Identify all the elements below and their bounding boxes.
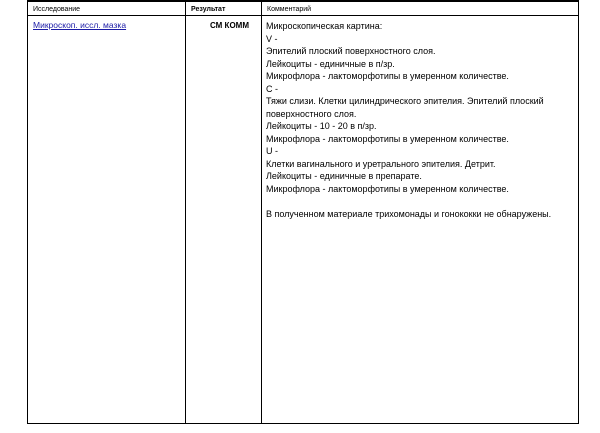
- comment-line: В полученном материале трихомонады и гонококки не обнаружены.: [266, 208, 552, 219]
- comment-line: U -: [266, 146, 278, 156]
- header-comment: Комментарий: [267, 6, 312, 13]
- header-result: Результат: [191, 6, 226, 13]
- column-divider-2: [261, 2, 262, 423]
- comment-line: Микроскопическая картина:: [266, 21, 383, 31]
- comment-line: V -: [266, 33, 278, 44]
- comment-text: [266, 20, 574, 220]
- comment-line: Микрофлора - лактоморфотипы в умеренном количестве.: [266, 183, 509, 194]
- test-name-link[interactable]: Микроскоп. иссл. мазка: [33, 20, 127, 30]
- results-table: [27, 0, 579, 424]
- comment-gap: [266, 195, 574, 208]
- comment-line: Тяжи слизи. Клетки цилиндрического эпителия. Эпителий плоский поверхностного слоя.: [266, 96, 547, 119]
- comment-line: C -: [266, 83, 278, 94]
- comment-line: Лейкоциты - единичные в п/зр.: [266, 58, 395, 69]
- comment-line: Лейкоциты - 10 - 20 в п/зр.: [266, 121, 377, 131]
- table-header-row: [28, 2, 578, 16]
- comment-line: Эпителий плоский поверхностного слоя.: [266, 46, 436, 56]
- result-value: СМ КОММ: [210, 21, 249, 30]
- comment-line: Микрофлора - лактоморфотипы в умеренном количестве.: [266, 133, 509, 144]
- comment-line: Клетки вагинального и уретрального эпителия. Детрит.: [266, 158, 496, 169]
- column-divider-1: [185, 2, 186, 423]
- header-test: Исследование: [33, 6, 81, 13]
- comment-line: Микрофлора - лактоморфотипы в умеренном количестве.: [266, 71, 509, 81]
- comment-line: Лейкоциты - единичные в препарате.: [266, 171, 422, 181]
